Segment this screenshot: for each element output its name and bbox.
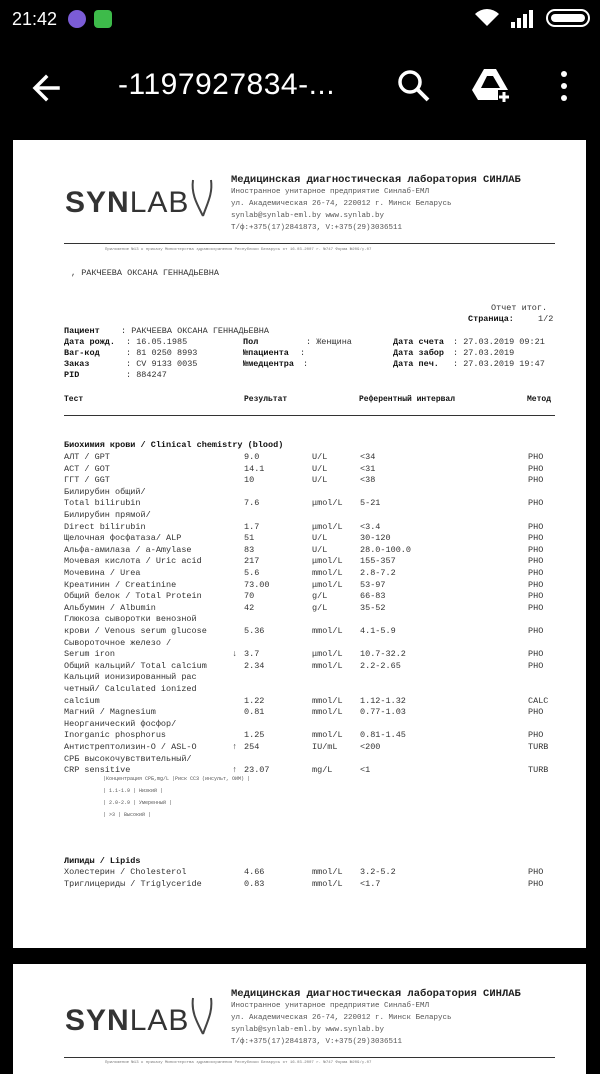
reference-range: <3.4: [360, 521, 381, 532]
reference-range: 155-357: [360, 556, 396, 567]
col-result: Результат: [244, 395, 288, 404]
reference-range: <31: [360, 463, 376, 474]
search-icon[interactable]: [396, 68, 432, 104]
test-name: СРБ высокочувствительный/: [64, 753, 192, 764]
page-value: 1/2: [538, 314, 554, 324]
method: PHO: [528, 867, 544, 877]
acct-date-label: Дата счета: [393, 337, 445, 347]
result-value: 3.7: [244, 649, 260, 660]
reference-range: 2.8-7.2: [360, 568, 396, 578]
back-arrow-icon[interactable]: [28, 70, 64, 106]
test-name: Триглицериды / Triglyceride: [64, 878, 202, 889]
method: PHO: [528, 878, 544, 889]
method: PHO: [528, 452, 544, 462]
method: PHO: [528, 649, 544, 660]
table-row: [64, 464, 574, 475]
result-value: 70: [244, 591, 255, 602]
document-page-1: [13, 140, 586, 948]
result-unit: μmol/L: [312, 498, 343, 509]
section-title-biochemistry: Биохимия крови / Clinical chemistry (blood): [64, 440, 284, 450]
table-row: [64, 867, 574, 878]
result-value: 1.22: [244, 695, 265, 706]
test-name: Serum iron: [64, 649, 116, 660]
table-row: [64, 580, 574, 591]
col-ref: Референтный интервал: [359, 395, 456, 404]
table-row: [64, 591, 574, 602]
test-name: ГГТ / GGT: [64, 475, 110, 486]
status-time: 21:42: [12, 9, 58, 29]
col-method: Метод: [527, 395, 552, 404]
reference-range: 53-97: [360, 579, 386, 590]
dob-label: Дата рожд.: [64, 337, 116, 347]
lab-line: ул. Академическая 26-74, 220012 г. Минск Беларусь: [231, 200, 452, 208]
result-unit: mmol/L: [312, 660, 343, 671]
table-row: [64, 765, 574, 776]
reference-range: 30-120: [360, 533, 391, 544]
method: CALC: [528, 695, 549, 706]
result-unit: U/L: [312, 533, 328, 544]
table-row: [64, 707, 574, 718]
test-name: Билирубин общий/: [64, 486, 146, 497]
synlab-logo-mark: [189, 996, 215, 1038]
table-row: [64, 614, 574, 625]
lab-header: [231, 174, 521, 234]
method: PHO: [528, 579, 544, 590]
result-flag: ↓: [232, 649, 238, 660]
test-name: Холестерин / Cholesterol: [64, 867, 187, 877]
status-bar: [0, 0, 600, 40]
crp-table-row: | 1.1-1.9 | Низкий |: [103, 788, 164, 794]
test-name: CRP sensitive: [64, 765, 131, 776]
test-name: Билирубин прямой/: [64, 510, 151, 520]
result-value: 0.81: [244, 707, 265, 718]
synlab-logo-mark: [189, 178, 215, 220]
test-name: Креатинин / Creatinine: [64, 579, 177, 590]
pid-value: : 884247: [126, 370, 167, 380]
reference-range: 10.7-32.2: [360, 649, 406, 660]
result-unit: mmol/L: [312, 568, 343, 578]
test-name: Inorganic phosphorus: [64, 730, 167, 741]
table-row: [64, 522, 574, 533]
result-value: 14.1: [244, 463, 265, 474]
result-value: 83: [244, 544, 255, 555]
document-title: -1197927834-...: [118, 68, 336, 101]
table-row: [64, 452, 574, 463]
test-name: Магний / Magnesium: [64, 707, 156, 718]
table-row: [64, 719, 574, 730]
result-value: 1.25: [244, 730, 265, 741]
method: PHO: [528, 544, 544, 555]
result-unit: g/L: [312, 602, 328, 613]
document-page-2: [13, 964, 586, 1074]
result-value: 23.07: [244, 765, 270, 776]
add-to-drive-icon[interactable]: [470, 66, 512, 106]
divider: [64, 1057, 555, 1058]
reference-range: <200: [360, 742, 381, 752]
method: PHO: [528, 463, 544, 474]
table-row: [64, 730, 574, 741]
result-unit: g/L: [312, 591, 328, 602]
result-unit: mg/L: [312, 765, 333, 776]
test-name: АЛТ / GPT: [64, 452, 110, 462]
lab-line: Иностранное унитарное предприятие Синлаб-ЕМЛ: [231, 188, 430, 196]
method: PHO: [528, 521, 544, 532]
table-row: [64, 684, 574, 695]
test-name: Total bilirubin: [64, 498, 141, 509]
viber-icon: [68, 10, 86, 28]
table-row: [64, 603, 574, 614]
result-unit: U/L: [312, 463, 328, 474]
reference-range: 4.1-5.9: [360, 626, 396, 636]
table-row: [64, 879, 574, 890]
method: PHO: [528, 591, 544, 602]
result-unit: μmol/L: [312, 579, 343, 590]
reference-range: <38: [360, 475, 376, 486]
synlab-logo: SYNLAB: [65, 1004, 190, 1037]
table-row: [64, 638, 574, 649]
table-row: [64, 649, 574, 660]
col-test: Тест: [64, 395, 84, 404]
result-unit: IU/mL: [312, 742, 338, 752]
patient-label: Пациент: [64, 326, 100, 336]
result-unit: μmol/L: [312, 556, 343, 567]
medcenter-value: :: [303, 359, 309, 369]
result-value: 10: [244, 475, 255, 486]
table-row: [64, 556, 574, 567]
method: TURB: [528, 765, 549, 776]
section-title-lipids: Липиды / Lipids: [64, 856, 141, 866]
result-value: 73.00: [244, 579, 270, 590]
synlab-logo: SYNLAB: [65, 186, 190, 219]
result-unit: U/L: [312, 544, 328, 555]
method: PHO: [528, 730, 544, 741]
signal-icon: [510, 8, 536, 28]
reference-range: 28.0-100.0: [360, 544, 412, 555]
result-value: 0.83: [244, 878, 265, 889]
report-type: Отчет итог.: [491, 303, 548, 313]
result-value: 2.34: [244, 660, 265, 671]
print-date-label: Дата печ.: [393, 359, 439, 369]
dob-value: : 16.05.1985: [126, 337, 188, 347]
page-label: Страница:: [468, 314, 514, 324]
reference-range: 66-83: [360, 591, 386, 602]
method: PHO: [528, 602, 544, 613]
test-name: Неорганический фосфор/: [64, 718, 177, 729]
sex-label: Пол: [243, 337, 259, 347]
method: TURB: [528, 742, 549, 752]
pid-label: PID: [64, 370, 80, 380]
result-value: 1.7: [244, 521, 260, 532]
reference-range: 2.2-2.65: [360, 660, 401, 671]
crp-table-header: |Концентрация CPБ,mg/L |Риск ССЗ (инсульт, ОИМ) |: [103, 776, 251, 782]
divider: [64, 415, 555, 416]
result-flag: ↑: [232, 765, 238, 776]
order-value: : CV 9133 0035: [126, 359, 198, 369]
patient-no-label: №пациента: [243, 348, 289, 358]
test-name: Мочевая кислота / Uric acid: [64, 556, 202, 567]
result-unit: mmol/L: [312, 730, 343, 741]
test-name: четный/ Calculated ionized: [64, 684, 197, 694]
result-value: 51: [244, 533, 255, 544]
order-label: Заказ: [64, 359, 90, 369]
table-row: [64, 498, 574, 509]
result-value: 5.6: [244, 568, 260, 578]
crp-table-row: | >3 | Высокий |: [103, 812, 152, 818]
test-name: Direct bilirubin: [64, 521, 146, 532]
method: PHO: [528, 626, 544, 636]
test-name: Кальций ионизированный рас: [64, 672, 197, 683]
method: PHO: [528, 533, 544, 544]
battery-icon: [546, 9, 590, 27]
reference-range: <1: [360, 765, 371, 776]
test-name: Общий белок / Total Protein: [64, 591, 202, 602]
table-row: [64, 568, 574, 579]
method: PHO: [528, 707, 544, 718]
table-row: [64, 696, 574, 707]
test-name: Глюкоза сыворотки венозной: [64, 614, 197, 625]
table-row: [64, 487, 574, 498]
reference-range: 3.2-5.2: [360, 867, 396, 877]
test-name: Общий кальций/ Total calcium: [64, 660, 207, 671]
result-value: 217: [244, 556, 260, 567]
result-value: 9.0: [244, 452, 260, 462]
reference-range: <1.7: [360, 878, 381, 889]
lab-line: Иностранное унитарное предприятие Синлаб-ЕМЛ: [231, 1002, 430, 1010]
sample-date-label: Дата забор: [393, 348, 445, 358]
table-row: [64, 545, 574, 556]
test-name: АСТ / GOT: [64, 463, 110, 474]
lab-line: ул. Академическая 26-74, 220012 г. Минск Беларусь: [231, 1014, 452, 1022]
wifi-icon: [474, 8, 500, 28]
lab-line: synlab@synlab-eml.by www.synlab.by: [231, 212, 385, 220]
sample-date-value: : 27.03.2019: [453, 348, 515, 358]
medcenter-label: №медцентра: [243, 359, 295, 369]
table-row: [64, 742, 574, 753]
result-unit: μmol/L: [312, 649, 343, 660]
result-value: 42: [244, 602, 255, 613]
lab-header: [231, 988, 521, 1048]
result-unit: mmol/L: [312, 695, 343, 706]
patient-value: : РАКЧЕЕВА ОКСАНА ГЕННАДЬЕВНА: [121, 326, 269, 336]
table-row: [64, 626, 574, 637]
method: PHO: [528, 660, 544, 671]
test-name: calcium: [64, 695, 100, 706]
result-unit: mmol/L: [312, 867, 343, 877]
test-name: Антистрептолизин-О / ASL-O: [64, 742, 197, 752]
test-name: Альфа-амилаза / a-Amylase: [64, 544, 192, 555]
result-value: 254: [244, 742, 260, 752]
table-row: [64, 754, 574, 765]
result-value: 7.6: [244, 498, 260, 509]
reference-range: 5-21: [360, 498, 381, 509]
method: PHO: [528, 568, 544, 578]
table-row: [64, 661, 574, 672]
barcode-label: Ваг-код: [64, 348, 100, 358]
patient-line: , РАКЧЕЕВА ОКСАНА ГЕННАДЬЕВНА: [71, 268, 219, 278]
test-name: крови / Venous serum glucose: [64, 626, 207, 636]
lab-line: synlab@synlab-eml.by www.synlab.by: [231, 1026, 385, 1034]
test-name: Мочевина / Urea: [64, 568, 141, 578]
table-row: [64, 672, 574, 683]
lab-line: Т/ф:+375(17)2841873, V:+375(29)3036511: [231, 224, 403, 232]
sex-value: : Женщина: [306, 337, 352, 347]
result-value: 4.66: [244, 867, 265, 877]
divider: [64, 243, 555, 244]
result-unit: mmol/L: [312, 626, 343, 636]
method: PHO: [528, 475, 544, 486]
table-row: [64, 510, 574, 521]
app-bar: [0, 40, 600, 136]
reference-range: 0.77-1.03: [360, 707, 406, 718]
reference-range: 0.81-1.45: [360, 730, 406, 741]
test-name: Щелочная фосфатаза/ ALP: [64, 533, 182, 544]
lab-name: Медицинская диагностическая лаборатория СИНЛАБ: [231, 988, 521, 1000]
table-row: [64, 475, 574, 486]
reference-range: 1.12-1.32: [360, 695, 406, 706]
method: PHO: [528, 498, 544, 509]
test-name: Сывороточное железо /: [64, 637, 172, 648]
crp-table-row: | 2.0-2.9 | Умеренный |: [103, 800, 173, 806]
barcode-value: : 81 0250 8993: [126, 348, 198, 358]
android-notification-icon: [94, 10, 112, 28]
result-unit: mmol/L: [312, 878, 343, 889]
result-unit: μmol/L: [312, 521, 343, 532]
form-note: Приложение №13 к приказу Министерства здравоохранения Республики Беларусь от 16.03.2007 г. №747 Форма №209/у-07: [105, 1061, 372, 1065]
result-unit: mmol/L: [312, 707, 343, 718]
form-note: Приложение №13 к приказу Министерства здравоохранения Республики Беларусь от 16.03.2007 г. №747 Форма №209/у-07: [105, 248, 372, 252]
patient-no-value: :: [300, 348, 306, 358]
test-name: Альбумин / Albumin: [64, 602, 156, 613]
reference-range: <34: [360, 452, 376, 462]
result-flag: ↑: [232, 742, 238, 752]
result-value: 5.36: [244, 626, 265, 636]
acct-date-value: : 27.03.2019 09:21: [453, 337, 545, 347]
lab-line: Т/ф:+375(17)2841873, V:+375(29)3036511: [231, 1038, 403, 1046]
table-row: [64, 533, 574, 544]
lab-name: Медицинская диагностическая лаборатория СИНЛАБ: [231, 174, 521, 186]
result-unit: U/L: [312, 475, 328, 486]
print-date-value: : 27.03.2019 19:47: [453, 359, 545, 369]
method: PHO: [528, 556, 544, 567]
reference-range: 35-52: [360, 602, 386, 613]
result-unit: U/L: [312, 452, 328, 462]
more-options-icon[interactable]: [556, 68, 572, 104]
